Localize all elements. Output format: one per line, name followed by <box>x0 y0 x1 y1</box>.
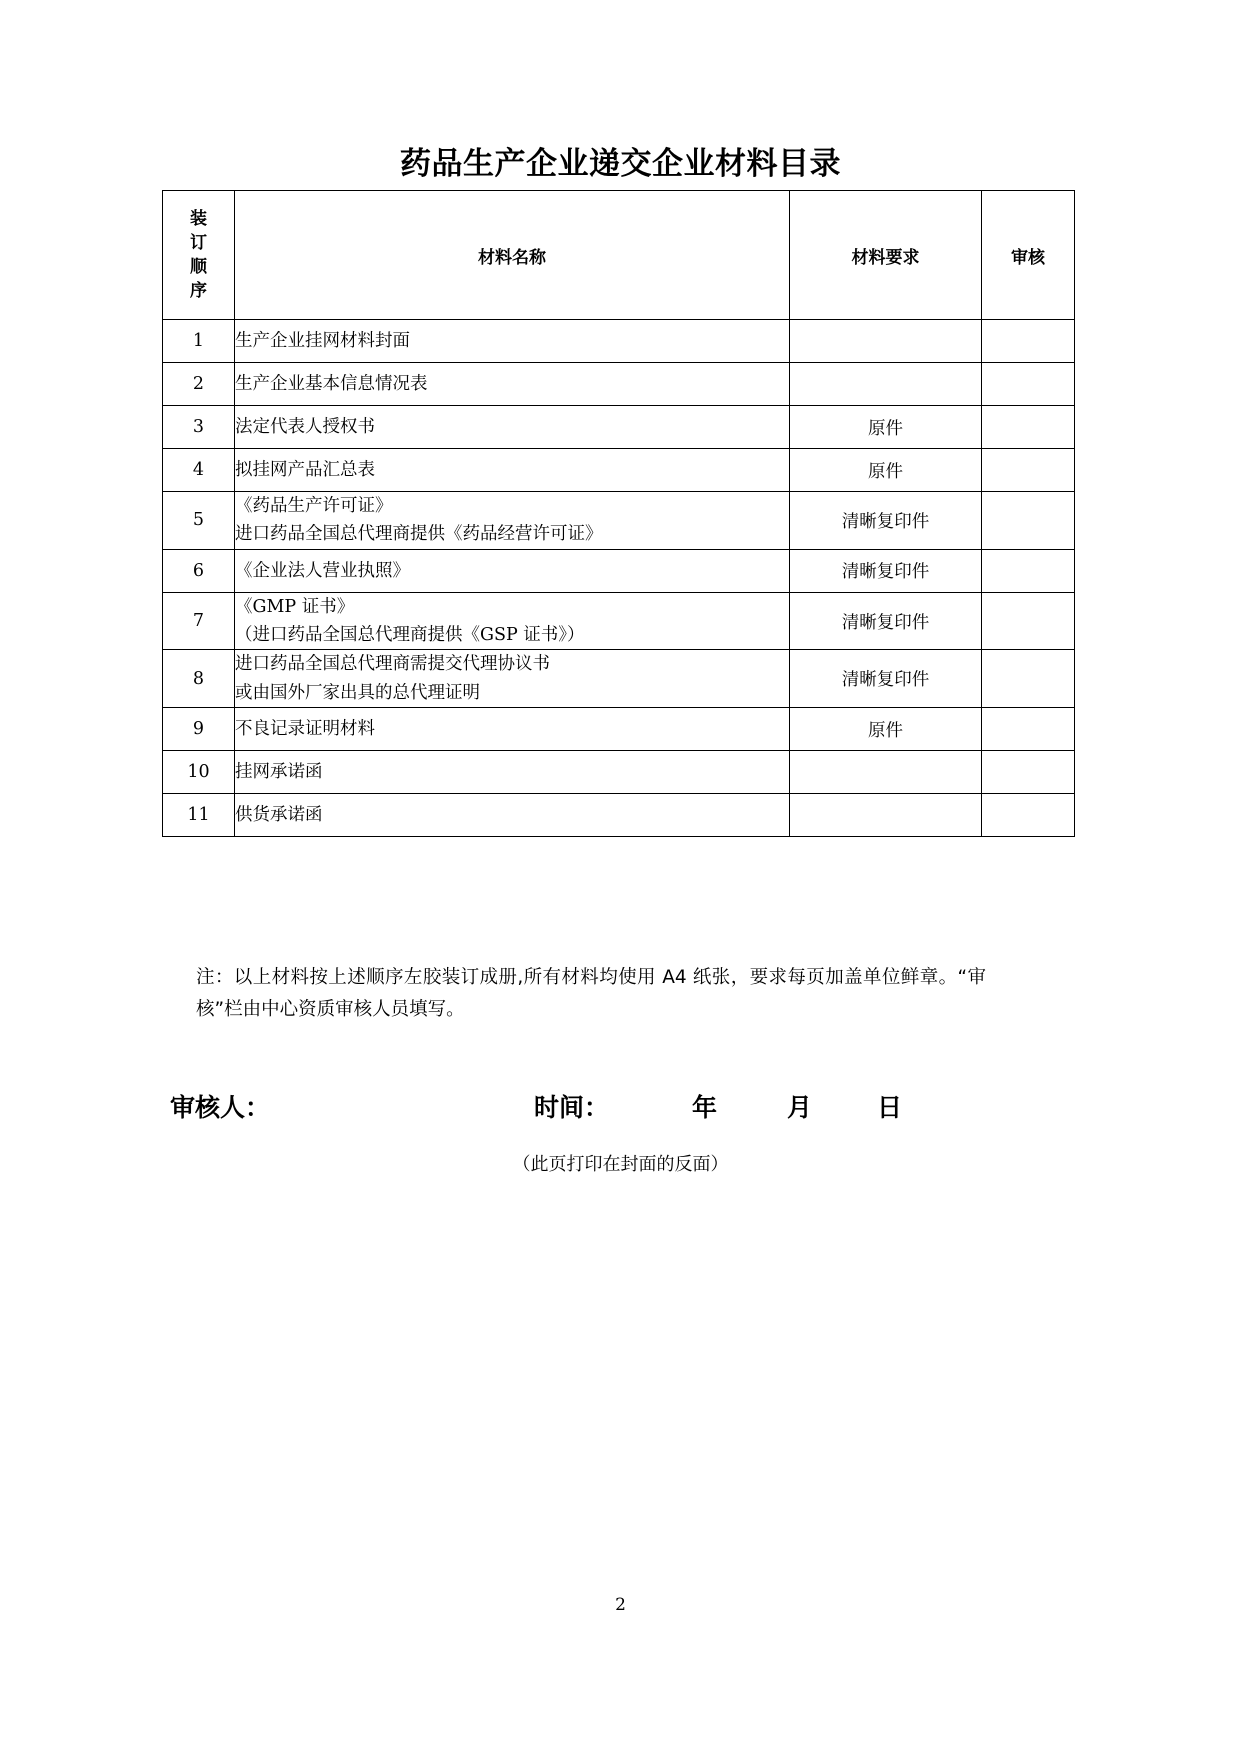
material-name-line: 供货承诺函 <box>235 804 323 825</box>
cell-material-requirement <box>790 751 982 794</box>
day-label: 日 <box>877 1093 903 1122</box>
cell-binding-order: 1 <box>163 320 235 363</box>
cell-material-requirement: 清晰复印件 <box>790 650 982 708</box>
cell-binding-order: 3 <box>163 406 235 449</box>
binding-order-char-4: 序 <box>190 281 207 302</box>
cell-binding-order: 4 <box>163 449 235 492</box>
cell-review[interactable] <box>982 794 1075 837</box>
table-row <box>163 406 1075 449</box>
table-row <box>163 549 1075 592</box>
material-name-line: （进口药品全国总代理商提供《GSP 证书》） <box>235 625 585 646</box>
material-name-line: 进口药品全国总代理商提供《药品经营许可证》 <box>235 524 603 545</box>
cell-binding-order: 8 <box>163 650 235 708</box>
material-name-line: 拟挂网产品汇总表 <box>235 459 375 480</box>
material-name-line: 《GMP 证书》 <box>235 596 355 617</box>
cell-material-name <box>235 320 790 363</box>
column-header-review: 审核 <box>982 191 1075 320</box>
material-name-line: 生产企业挂网材料封面 <box>235 330 410 351</box>
page-number: 2 <box>615 1595 626 1615</box>
cell-binding-order: 5 <box>163 492 235 550</box>
cell-material-requirement: 原件 <box>790 449 982 492</box>
cell-material-requirement: 原件 <box>790 708 982 751</box>
material-name-line: 生产企业基本信息情况表 <box>235 373 428 394</box>
table-row <box>163 363 1075 406</box>
cell-review[interactable] <box>982 650 1075 708</box>
binding-order-char-1: 装 <box>190 208 207 229</box>
table-row <box>163 592 1075 650</box>
signature-line <box>162 1088 1074 1128</box>
year-label: 年 <box>692 1093 718 1122</box>
cell-review[interactable] <box>982 449 1075 492</box>
cell-binding-order: 7 <box>163 592 235 650</box>
cell-material-requirement <box>790 794 982 837</box>
column-header-material-name: 材料名称 <box>235 191 790 320</box>
table-row <box>163 650 1075 708</box>
table-row <box>163 708 1075 751</box>
cell-review[interactable] <box>982 708 1075 751</box>
cell-review[interactable] <box>982 751 1075 794</box>
cell-review[interactable] <box>982 492 1075 550</box>
table-row <box>163 794 1075 837</box>
cell-material-name <box>235 363 790 406</box>
cell-material-name <box>235 449 790 492</box>
binding-order-vertical-label <box>190 207 207 304</box>
binding-order-char-2: 订 <box>190 232 207 253</box>
material-name-line: 进口药品全国总代理商需提交代理协议书 <box>235 654 550 675</box>
cell-material-name <box>235 708 790 751</box>
material-name-line: 法定代表人授权书 <box>235 416 375 437</box>
cell-material-requirement: 清晰复印件 <box>790 592 982 650</box>
table-row <box>163 492 1075 550</box>
table-header-row <box>163 191 1075 320</box>
cell-material-name <box>235 406 790 449</box>
materials-table-wrapper <box>162 190 1074 837</box>
cell-material-requirement <box>790 363 982 406</box>
cell-binding-order: 11 <box>163 794 235 837</box>
table-row <box>163 320 1075 363</box>
cell-binding-order: 9 <box>163 708 235 751</box>
material-name-line: 不良记录证明材料 <box>235 718 375 739</box>
cell-review[interactable] <box>982 363 1075 406</box>
cell-material-requirement: 清晰复印件 <box>790 492 982 550</box>
material-name-line: 挂网承诺函 <box>235 761 323 782</box>
materials-table <box>162 190 1075 837</box>
cell-binding-order: 6 <box>163 549 235 592</box>
cell-material-requirement: 原件 <box>790 406 982 449</box>
cell-material-requirement <box>790 320 982 363</box>
table-note: 注：以上材料按上述顺序左胶装订成册,所有材料均使用 A4 纸张，要求每页加盖单位鲜章。“审核”栏由中心资质审核人员填写。 <box>196 967 986 1021</box>
table-row <box>163 751 1075 794</box>
material-name-line: 或由国外厂家出具的总代理证明 <box>235 682 480 703</box>
cell-material-name <box>235 794 790 837</box>
cell-binding-order: 2 <box>163 363 235 406</box>
cell-review[interactable] <box>982 320 1075 363</box>
auditor-label: 审核人： <box>170 1093 271 1122</box>
column-header-material-requirement: 材料要求 <box>790 191 982 320</box>
cell-material-requirement: 清晰复印件 <box>790 549 982 592</box>
material-name-line: 《药品生产许可证》 <box>235 496 393 516</box>
cell-material-name <box>235 492 790 550</box>
table-row <box>163 449 1075 492</box>
cell-material-name <box>235 650 790 708</box>
cell-material-name <box>235 592 790 650</box>
cell-review[interactable] <box>982 406 1075 449</box>
month-label: 月 <box>787 1093 813 1122</box>
cell-review[interactable] <box>982 592 1075 650</box>
cell-material-name <box>235 549 790 592</box>
column-header-binding-order <box>163 191 235 320</box>
page-title: 药品生产企业递交企业材料目录 <box>400 146 841 182</box>
cell-binding-order: 10 <box>163 751 235 794</box>
binding-order-char-3: 顺 <box>190 257 207 277</box>
time-label: 时间： <box>534 1093 610 1122</box>
print-instruction-note: （此页打印在封面的反面） <box>512 1154 729 1175</box>
cell-material-name <box>235 751 790 794</box>
material-name-line: 《企业法人营业执照》 <box>235 560 410 581</box>
cell-review[interactable] <box>982 549 1075 592</box>
